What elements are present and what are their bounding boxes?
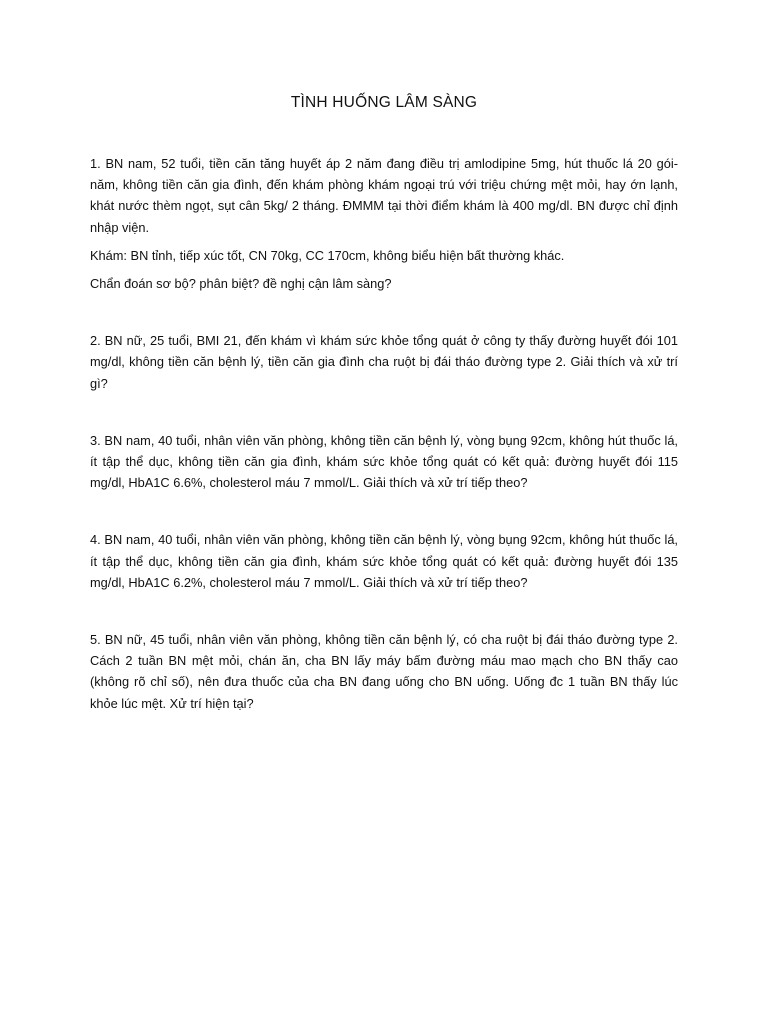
case-3-paragraph: 3. BN nam, 40 tuổi, nhân viên văn phòng, không tiền căn bệnh lý, vòng bụng 92cm, không hút thuốc lá, ít tập thể dục, không tiền căn gia đình, khám sức khỏe tổng quát có kết quả: đường huyết đói 115 mg/dl, HbA1C 6.6%, cholesterol máu 7 mmol/L. Giải thích và xử trí tiếp theo? — [90, 432, 678, 491]
case-4-paragraph: 4. BN nam, 40 tuổi, nhân viên văn phòng, không tiền căn bệnh lý, vòng bụng 92cm, không hút thuốc lá, ít tập thể dục, không tiền căn gia đình, khám sức khỏe tổng quát có kết quả: đường huyết đói 135 mg/dl, HbA1C 6.2%, cholesterol máu 7 mmol/L. Giải thích và xử trí tiếp theo? — [90, 532, 678, 590]
case-2-paragraph: 2. BN nữ, 25 tuổi, BMI 21, đến khám vì khám sức khỏe tổng quát ở công ty thấy đường huyết đói 101 mg/dl, không tiền căn bệnh lý, tiền căn gia đình cha ruột bị đái tháo đường type 2. Giải thích và xử trí gì? — [90, 333, 678, 391]
case-5-paragraph: 5. BN nữ, 45 tuổi, nhân viên văn phòng, không tiền căn bệnh lý, có cha ruột bị đái tháo đường type 2. Cách 2 tuần BN mệt mỏi, chán ăn, cha BN lấy máy bấm đường máu mao mạch cho BN thấy cao (không rõ chỉ số), nên đưa thuốc của cha BN đang uống cho BN uống. Uống đc 1 tuần BN thấy lúc khỏe lúc mệt. Xử trí hiện tại? — [90, 632, 678, 711]
case-1-exam: Khám: BN tỉnh, tiếp xúc tốt, CN 70kg, CC 170cm, không biểu hiện bất thường khác. — [90, 247, 565, 263]
document-title: TÌNH HUỐNG LÂM SÀNG — [290, 94, 478, 111]
document-body — [90, 153, 678, 714]
case-1-paragraph: 1. BN nam, 52 tuổi, tiền căn tăng huyết áp 2 năm đang điều trị amlodipine 5mg, hút thuốc lá 20 gói-năm, không tiền căn gia đình, đến khám phòng khám ngoại trú với triệu chứng mệt mỏi, hay ớn lạnh, khát nước thèm ngọt, sụt cân 5kg/ 2 tháng. ĐMMM tại thời điểm khám là 400 mg/dl. BN được chỉ định nhập viện. — [90, 156, 678, 235]
case-1-question: Chẩn đoán sơ bộ? phân biệt? đề nghị cận lâm sàng? — [90, 276, 392, 292]
